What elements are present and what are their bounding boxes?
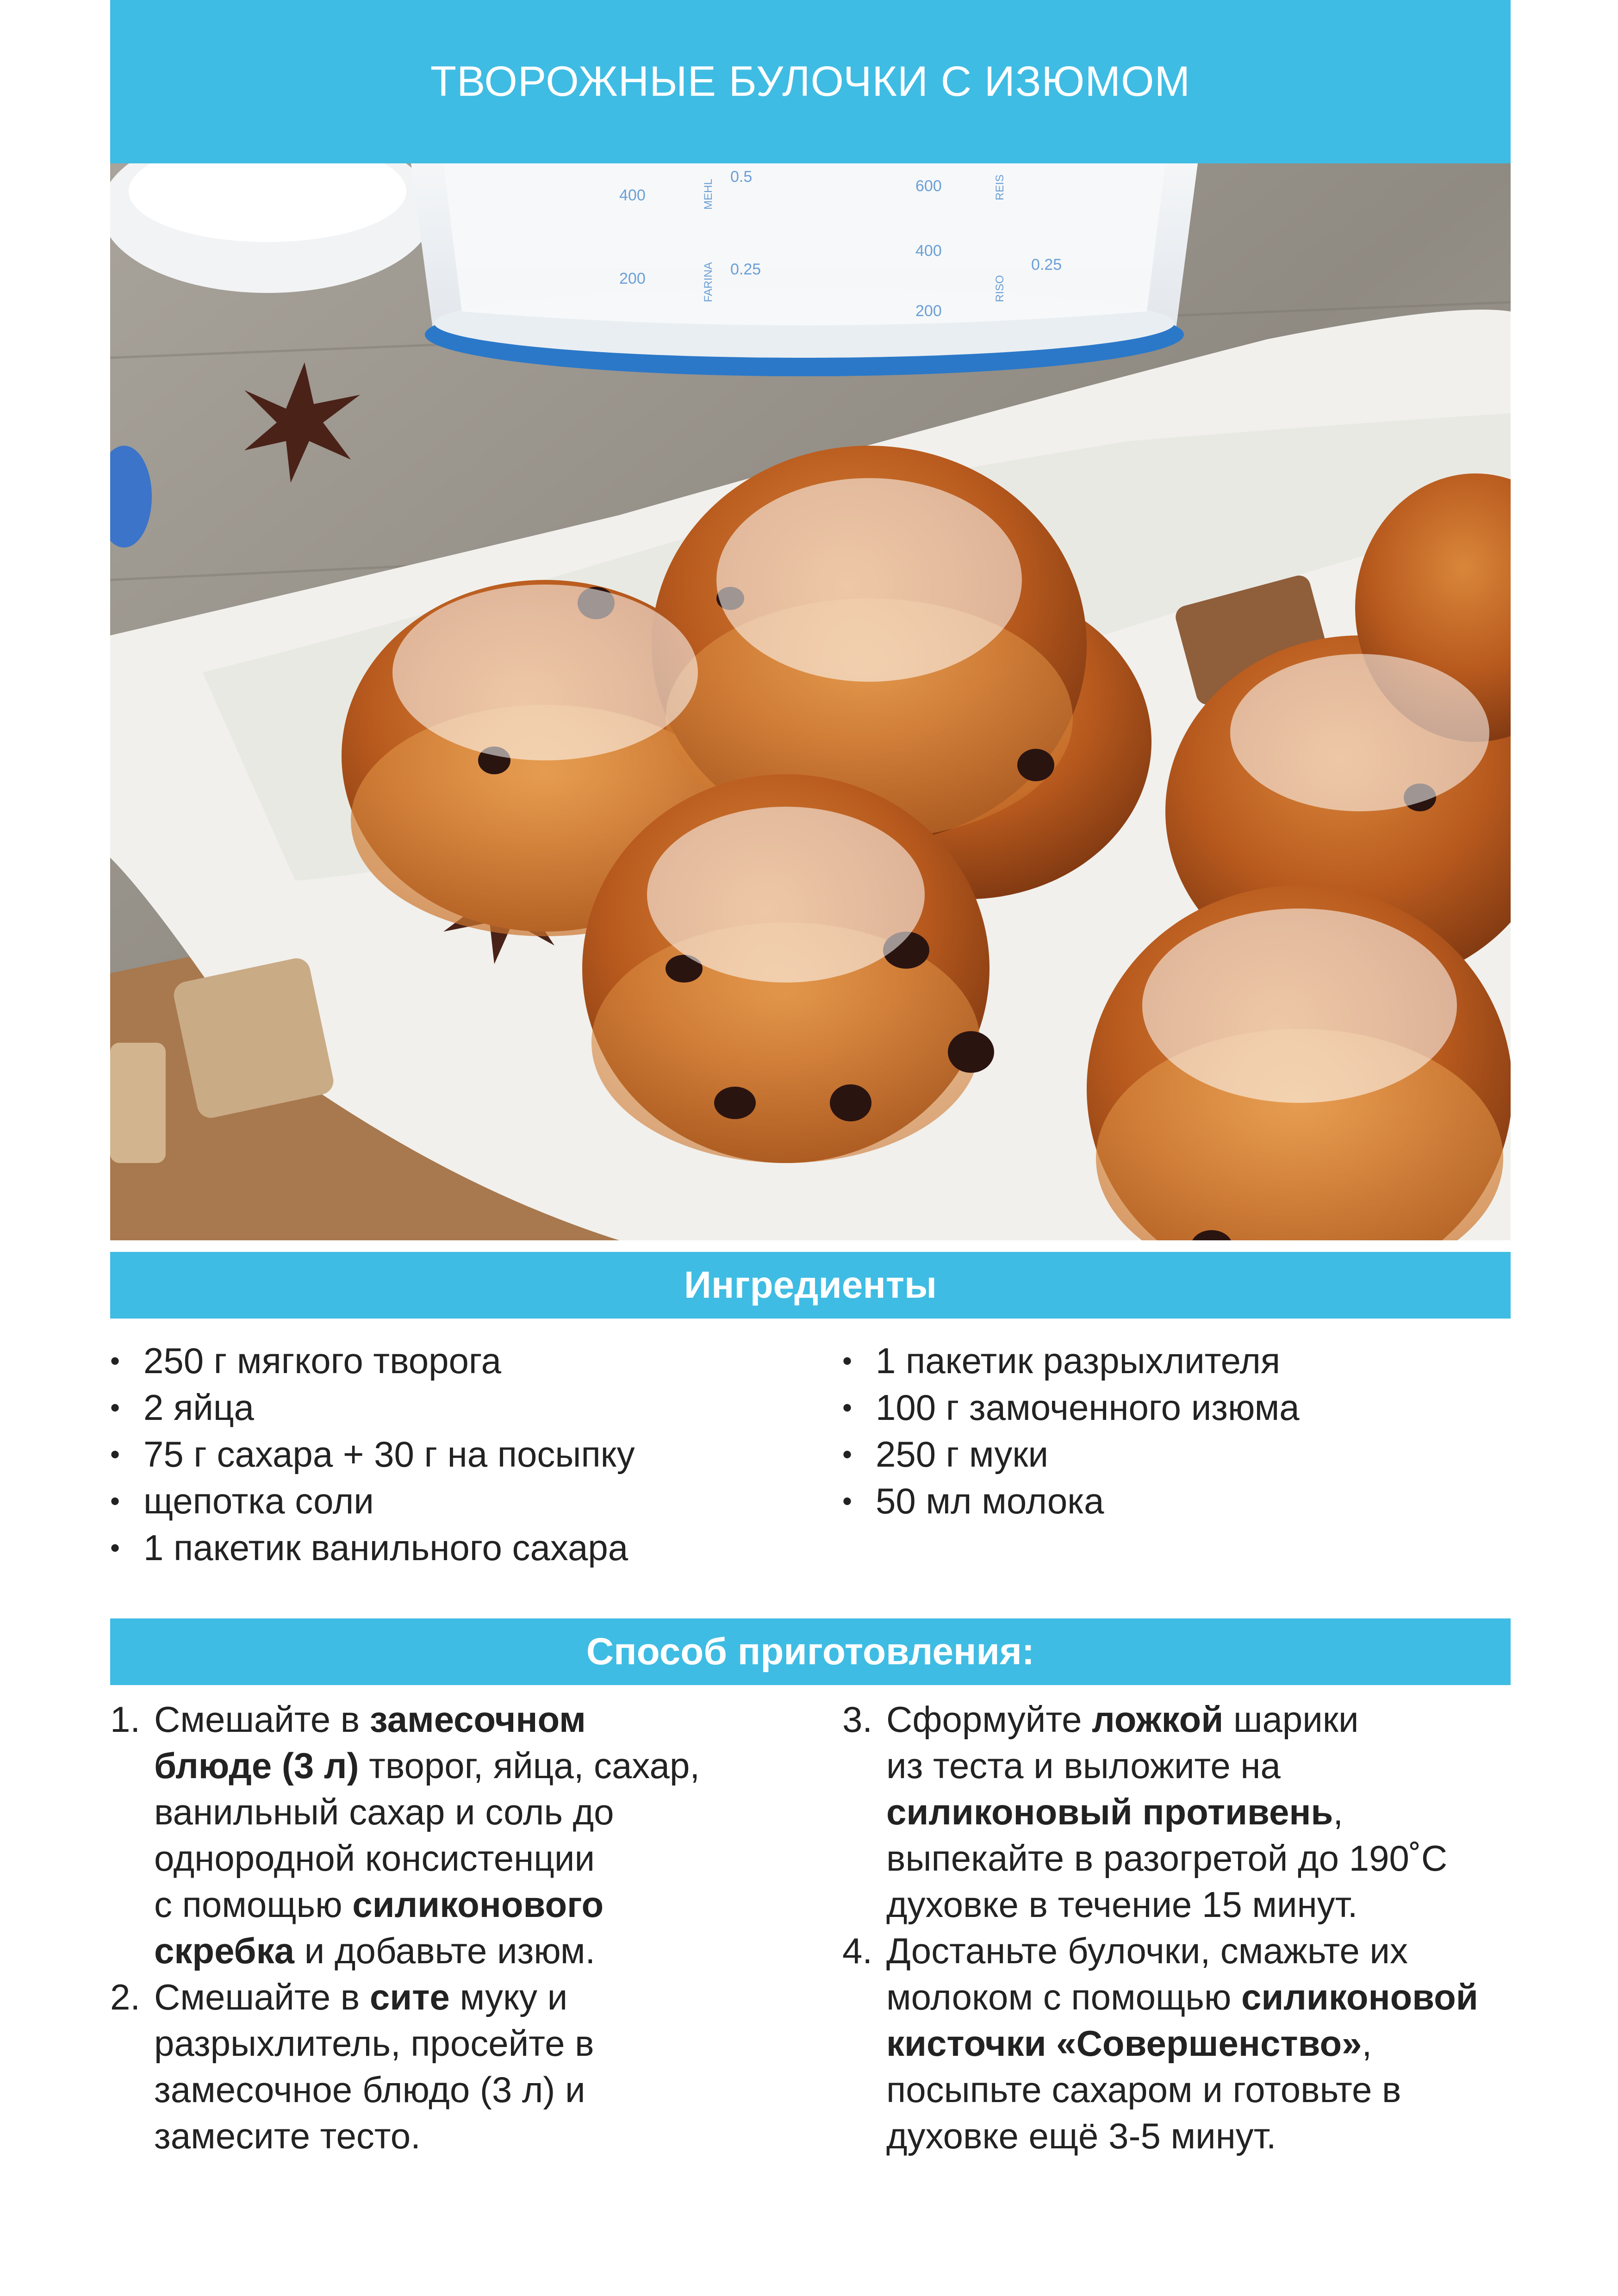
bullet: • <box>110 1532 120 1563</box>
jar-marking: RISO <box>994 275 1006 302</box>
jar-marking: 200 <box>915 302 942 320</box>
step-line <box>154 1696 767 1742</box>
step-bold-run: силиконового <box>352 1884 604 1925</box>
step-number: 3. <box>842 1699 873 1740</box>
bullet: • <box>110 1486 120 1517</box>
step-line <box>886 1696 1513 1742</box>
jar-marking: FARINA <box>702 262 715 302</box>
jar-marking: 400 <box>619 187 646 204</box>
step-line <box>154 2066 767 2113</box>
step-line <box>154 1881 767 1928</box>
ingredient-text: 250 г мягкого творога <box>143 1340 501 1381</box>
step-bold-run: силиконовой <box>1241 1977 1478 2017</box>
step-run: замесите тесто. <box>154 2116 421 2156</box>
ingredient-text: 100 г замоченного изюма <box>876 1387 1300 1428</box>
step-run: , <box>1362 2023 1372 2064</box>
step-bold-run: замесочном <box>369 1699 586 1740</box>
step-line <box>886 1742 1513 1789</box>
title-banner <box>110 0 1511 163</box>
step-line <box>886 1881 1513 1928</box>
bullet: • <box>110 1439 120 1470</box>
step-item <box>110 1696 767 1974</box>
step-line <box>886 1928 1513 1974</box>
ingredients-heading: Ингредиенты <box>684 1264 937 1306</box>
page-title: ТВОРОЖНЫЕ БУЛОЧКИ С ИЗЮМОМ <box>430 58 1191 105</box>
step-run: из теста и выложите на <box>886 1745 1281 1786</box>
step-run: замесочное блюдо (3 л) и <box>154 2069 585 2110</box>
ingredients-banner <box>110 1252 1511 1319</box>
step-run: разрыхлитель, просейте в <box>154 2023 594 2064</box>
ingredient-text: щепотка соли <box>143 1481 374 1521</box>
step-bold-run: ложкой <box>1092 1699 1224 1740</box>
step-run: духовке ещё 3-5 минут. <box>886 2116 1276 2156</box>
steps-list-right <box>842 1696 1513 2159</box>
ingredient-item <box>110 1338 635 1384</box>
step-run: однородной консистенции <box>154 1838 595 1879</box>
ingredient-item <box>110 1478 635 1524</box>
step-run: муку и <box>449 1977 568 2017</box>
method-banner <box>110 1618 1511 1685</box>
step-text <box>886 1928 1513 2159</box>
jar-marking: 0.25 <box>1031 256 1062 274</box>
step-line <box>886 1835 1513 1881</box>
step-run: духовке в течение 15 минут. <box>886 1884 1358 1925</box>
step-text <box>886 1696 1513 1928</box>
step-number: 4. <box>842 1930 873 1971</box>
ingredient-item <box>842 1431 1300 1478</box>
bullet: • <box>842 1392 853 1423</box>
ingredient-item <box>842 1338 1300 1384</box>
ingredient-text: 1 пакетик разрыхлителя <box>876 1340 1281 1381</box>
step-text <box>154 1696 767 1974</box>
bullet: • <box>842 1486 853 1517</box>
step-item <box>110 1974 767 2159</box>
ingredient-item <box>842 1384 1300 1431</box>
jar-marking: 400 <box>915 242 942 260</box>
step-line <box>886 2066 1513 2113</box>
step-line <box>886 1789 1513 1835</box>
jar-marking: MEHL <box>702 179 715 210</box>
step-bold-run: блюде (3 л) <box>154 1745 359 1786</box>
step-line <box>154 1742 767 1789</box>
step-run: , <box>1333 1792 1344 1832</box>
step-line <box>154 1974 767 2020</box>
step-line <box>154 2020 767 2066</box>
step-number: 1. <box>110 1699 141 1740</box>
method-heading: Способ приготовления: <box>586 1630 1035 1673</box>
ingredient-item <box>110 1384 635 1431</box>
step-line <box>886 2113 1513 2159</box>
bullet: • <box>842 1439 853 1470</box>
step-run: и добавьте изюм. <box>294 1930 596 1971</box>
ingredient-item <box>110 1431 635 1478</box>
step-run: Достаньте булочки, смажьте их <box>886 1930 1408 1971</box>
step-run: посыпьте сахаром и готовьте в <box>886 2069 1401 2110</box>
step-run: творог, яйца, сахар, <box>359 1745 700 1786</box>
bullet: • <box>110 1392 120 1423</box>
step-run: выпекайте в разогретой до 190˚С <box>886 1838 1448 1879</box>
jar-marking: 0.25 <box>730 261 761 278</box>
jar-marking: 600 <box>915 177 942 195</box>
jar-marking: 200 <box>619 270 646 287</box>
step-line <box>154 2113 767 2159</box>
steps-list-left <box>110 1696 767 2159</box>
step-run: Сформуйте <box>886 1699 1092 1740</box>
step-line <box>886 2020 1513 2066</box>
step-line <box>154 1835 767 1881</box>
step-line <box>154 1789 767 1835</box>
step-run: с помощью <box>154 1884 353 1925</box>
ingredient-text: 1 пакетик ванильного сахара <box>143 1527 629 1568</box>
step-item <box>842 1696 1513 1928</box>
ingredients-list-left <box>110 1338 635 1571</box>
step-number: 2. <box>110 1977 141 2017</box>
step-run: Смешайте в <box>154 1699 370 1740</box>
bullet: • <box>110 1345 120 1376</box>
step-run: ванильный сахар и соль до <box>154 1792 614 1832</box>
ingredient-text: 2 яйца <box>143 1387 254 1428</box>
step-bold-run: кисточки «Совершенство» <box>886 2023 1362 2064</box>
bullet: • <box>842 1345 853 1376</box>
ingredient-text: 75 г сахара + 30 г на посыпку <box>143 1434 635 1475</box>
step-run: Смешайте в <box>154 1977 370 2017</box>
step-bold-run: скребка <box>154 1930 295 1971</box>
step-bold-run: сите <box>369 1977 450 2017</box>
step-bold-run: силиконовый противень <box>886 1792 1333 1832</box>
jar-marking: REIS <box>994 174 1006 200</box>
step-run: шарики <box>1223 1699 1359 1740</box>
recipe-photo <box>110 163 1511 1240</box>
ingredients-list-right <box>842 1338 1300 1524</box>
ingredient-text: 250 г муки <box>876 1434 1049 1475</box>
step-line <box>886 1974 1513 2020</box>
jar-marking: 0.5 <box>730 168 753 186</box>
ingredient-item <box>110 1524 635 1571</box>
step-item <box>842 1928 1513 2159</box>
ingredient-item <box>842 1478 1300 1524</box>
step-run: молоком с помощью <box>886 1977 1242 2017</box>
step-text <box>154 1974 767 2159</box>
step-line <box>154 1928 767 1974</box>
ingredient-text: 50 мл молока <box>876 1481 1104 1521</box>
